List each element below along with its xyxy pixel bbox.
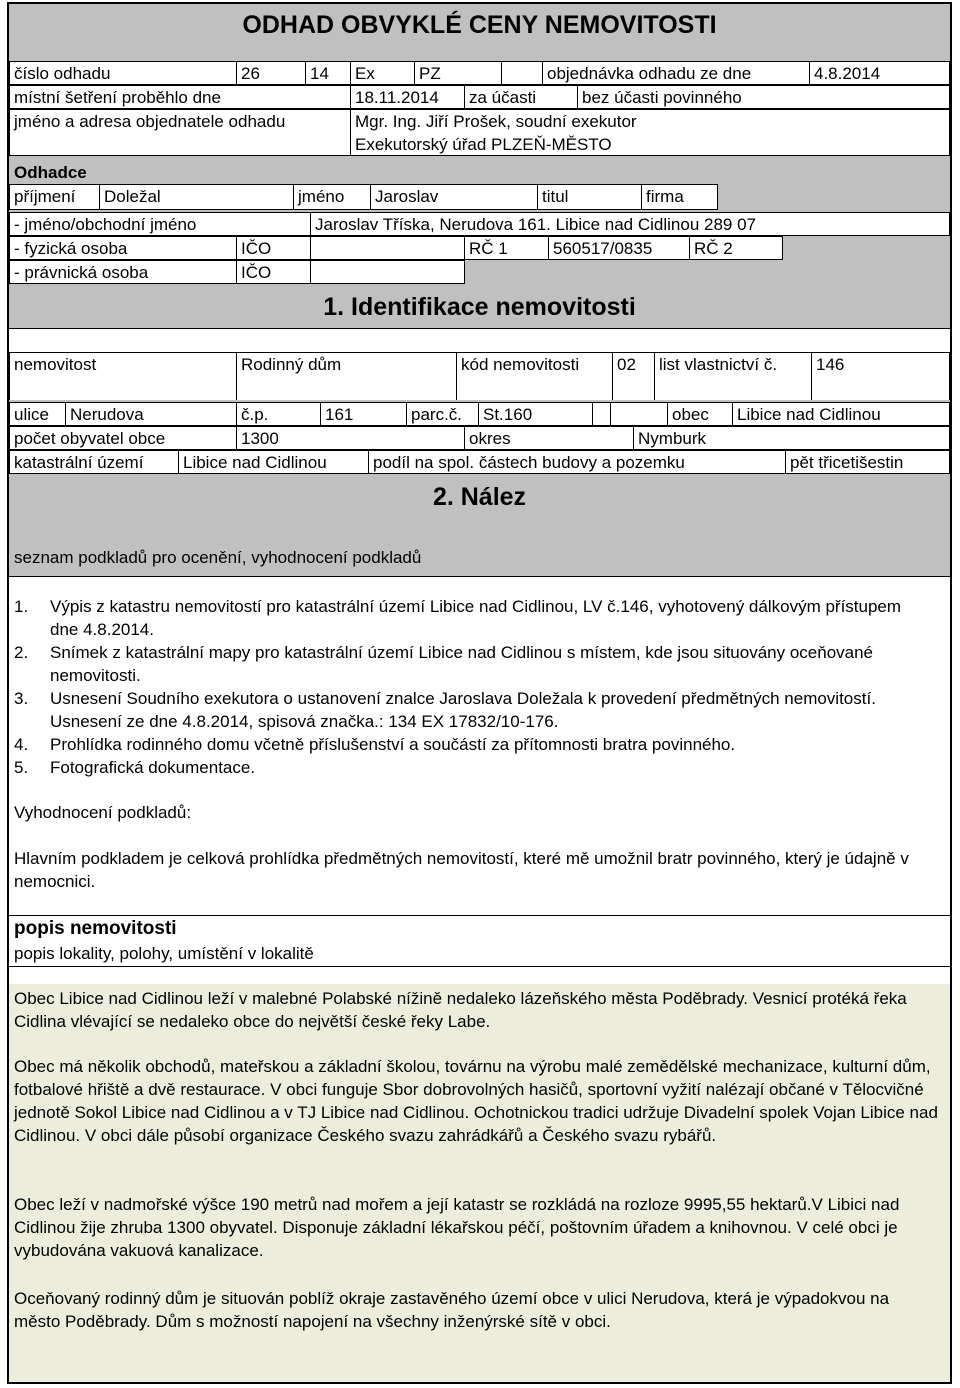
cp-value: 161 (320, 402, 407, 426)
order-label: číslo odhadu (9, 61, 237, 85)
lv-label: list vlastnictví č. (654, 352, 812, 400)
code-label: kód nemovitosti (456, 352, 613, 400)
parc-value: St.160 (478, 402, 593, 426)
order-n3: Ex (350, 61, 415, 85)
list-item: 3. Usnesení Soudního exekutora o ustanovení znalce Jaroslava Doležala k provedení předmětných nemovitostí. Usnesení ze dne 4.8.2014, spisová značka.: 134 EX 17832/10-176. (14, 689, 876, 731)
name-value: Jaroslav (370, 184, 538, 210)
ico-value (310, 236, 465, 260)
survey-with-label: za účasti (464, 85, 578, 109)
name-label: jméno (293, 184, 371, 210)
legal-person-label: - právnická osoba (9, 260, 237, 284)
property-value: Rodinný dům (236, 352, 457, 400)
order-n4: PZ (414, 61, 502, 85)
district-value: Nymburk (633, 426, 950, 450)
surname-label: příjmení (9, 184, 100, 210)
ico2-label: IČO (236, 260, 311, 284)
lv-value: 146 (811, 352, 950, 400)
appraiser-heading: Odhadce (14, 163, 87, 182)
surname-value: Doležal (99, 184, 294, 210)
district-label: okres (464, 426, 634, 450)
parc-extra-1 (592, 402, 611, 426)
parc-label: parc.č. (406, 402, 479, 426)
cp-label: č.p. (236, 402, 321, 426)
evaluation-heading: Vyhodnocení podkladů: (14, 803, 192, 822)
population-value: 1300 (236, 426, 465, 450)
firm-label: firma (641, 184, 718, 210)
client-line1: Mgr. Ing. Jiří Prošek, soudní exekutor (355, 112, 637, 131)
description-subheading: popis lokality, polohy, umístění v lokalitě (14, 944, 314, 963)
section2-subheading: seznam podkladů pro ocenění, vyhodnocení podkladů (14, 548, 422, 567)
street-value: Nerudova (65, 402, 237, 426)
code-value: 02 (612, 352, 655, 400)
share-value: pět třicetišestin (785, 450, 950, 474)
description-paragraph: Obec má několik obchodů, mateřskou a základní školou, továrnu na výrobu malé zemědělské mechanizace, kulturní dům, fotbalové hřiště a dvě restaurace. V obci funguje Sbor dobrovolných hasičů, sportovní vyžití nalézají občané v Tělocvičné jednotě Sokol Libice nad Cidlinou a v TJ Libice nad Cidlinou. Ochotnickou tradici udržuje Divadelní spolek Vojan Libice nad Cidlinou. V obci dále působí organizace Českého svazu zahrádkářů a Českého svazu rybářů. (14, 1057, 938, 1145)
client-line2: Exekutorský úřad PLZEŇ-MĚSTO (355, 135, 612, 154)
population-label: počet obyvatel obce (9, 426, 237, 450)
ico-label: IČO (236, 236, 311, 260)
description-paragraph: Obec Libice nad Cidlinou leží v malebné Polabské nížině nedaleko lázeňského města Poděbrady. Vesnicí protéká řeka Cidlina vlévající se nedaleko obce do největší české řeky Labe. (14, 989, 907, 1031)
ico2-value (310, 260, 465, 284)
description-paragraph: Oceňovaný rodinný dům je situován poblíž okraje zastavěného území obce v ulici Nerudova, která je výpadokvou na město Poděbrady. Dům s možností napojení na všechny inženýrské sítě v obci. (14, 1289, 890, 1331)
order-n1: 26 (236, 61, 306, 85)
parc-extra-2 (610, 402, 668, 426)
section2-heading: 2. Nález (432, 483, 527, 511)
section1-heading: 1. Identifikace nemovitosti (323, 293, 636, 321)
list-item: 1. Výpis z katastru nemovitostí pro katastrální území Libice nad Cidlinou, LV č.146, vyhotovený dálkovým přístupem dne 4.8.2014. (14, 597, 902, 639)
rc1-label: RČ 1 (464, 236, 549, 260)
description-heading: popis nemovitosti (14, 918, 177, 939)
town-value: Libice nad Cidlinou (732, 402, 950, 426)
list-item: 5. Fotografická dokumentace. (14, 758, 256, 777)
description-rule-top (9, 915, 950, 916)
property-label: nemovitost (9, 352, 237, 400)
rc2-label: RČ 2 (689, 236, 783, 260)
survey-with-value: bez účasti povinného (577, 85, 950, 109)
street-label: ulice (9, 402, 66, 426)
rc1-value: 560517/0835 (548, 236, 690, 260)
cadastre-label: katastrální území (9, 450, 179, 474)
evaluation-text: Hlavním podkladem je celková prohlídka předmětných nemovitostí, které mě umožnil bratr povinného, který je údajně v nemocnici. (14, 849, 909, 891)
order-n2: 14 (305, 61, 351, 85)
documents-list (14, 595, 934, 779)
share-label: podíl na spol. částech budovy a pozemku (368, 450, 786, 474)
section1-rule (9, 328, 950, 329)
survey-label: místní šetření proběhlo dne (9, 85, 351, 109)
title-label: titul (537, 184, 642, 210)
survey-date: 18.11.2014 (350, 85, 465, 109)
section2-rule (9, 576, 950, 577)
document-title: ODHAD OBVYKLÉ CENY NEMOVITOSTI (242, 11, 717, 39)
order-blank (501, 61, 543, 85)
natural-person-label: - fyzická osoba (9, 236, 237, 260)
town-label: obec (667, 402, 733, 426)
order-date-label: objednávka odhadu ze dne (542, 61, 810, 85)
business-label: - jméno/obchodní jméno (9, 212, 311, 236)
cadastre-value: Libice nad Cidlinou (178, 450, 369, 474)
order-date: 4.8.2014 (809, 61, 950, 85)
description-rule (9, 966, 950, 967)
client-value (350, 109, 950, 156)
description-paragraph: Obec leží v nadmořské výšce 190 metrů nad mořem a její katastr se rozkládá na rozloze 9995,55 hektarů.V Libici nad Cidlinou žije zhruba 1300 obyvatel. Disponuje základní lékařskou péčí, poštovním úřadem a knihovnou. V celé obci je vybudována vakuová kanalizace. (14, 1195, 900, 1260)
list-item: 4. Prohlídka rodinného domu včetně příslušenství a součástí za přítomnosti bratra povinného. (14, 735, 736, 754)
business-value: Jaroslav Tříska, Nerudova 161. Libice nad Cidlinou 289 07 (310, 212, 950, 236)
client-label: jméno a adresa objednatele odhadu (9, 109, 351, 156)
list-item: 2. Snímek z katastrální mapy pro katastrální území Libice nad Cidlinou s místem, kde jsou situovány oceňované nemovitosti. (14, 643, 874, 685)
